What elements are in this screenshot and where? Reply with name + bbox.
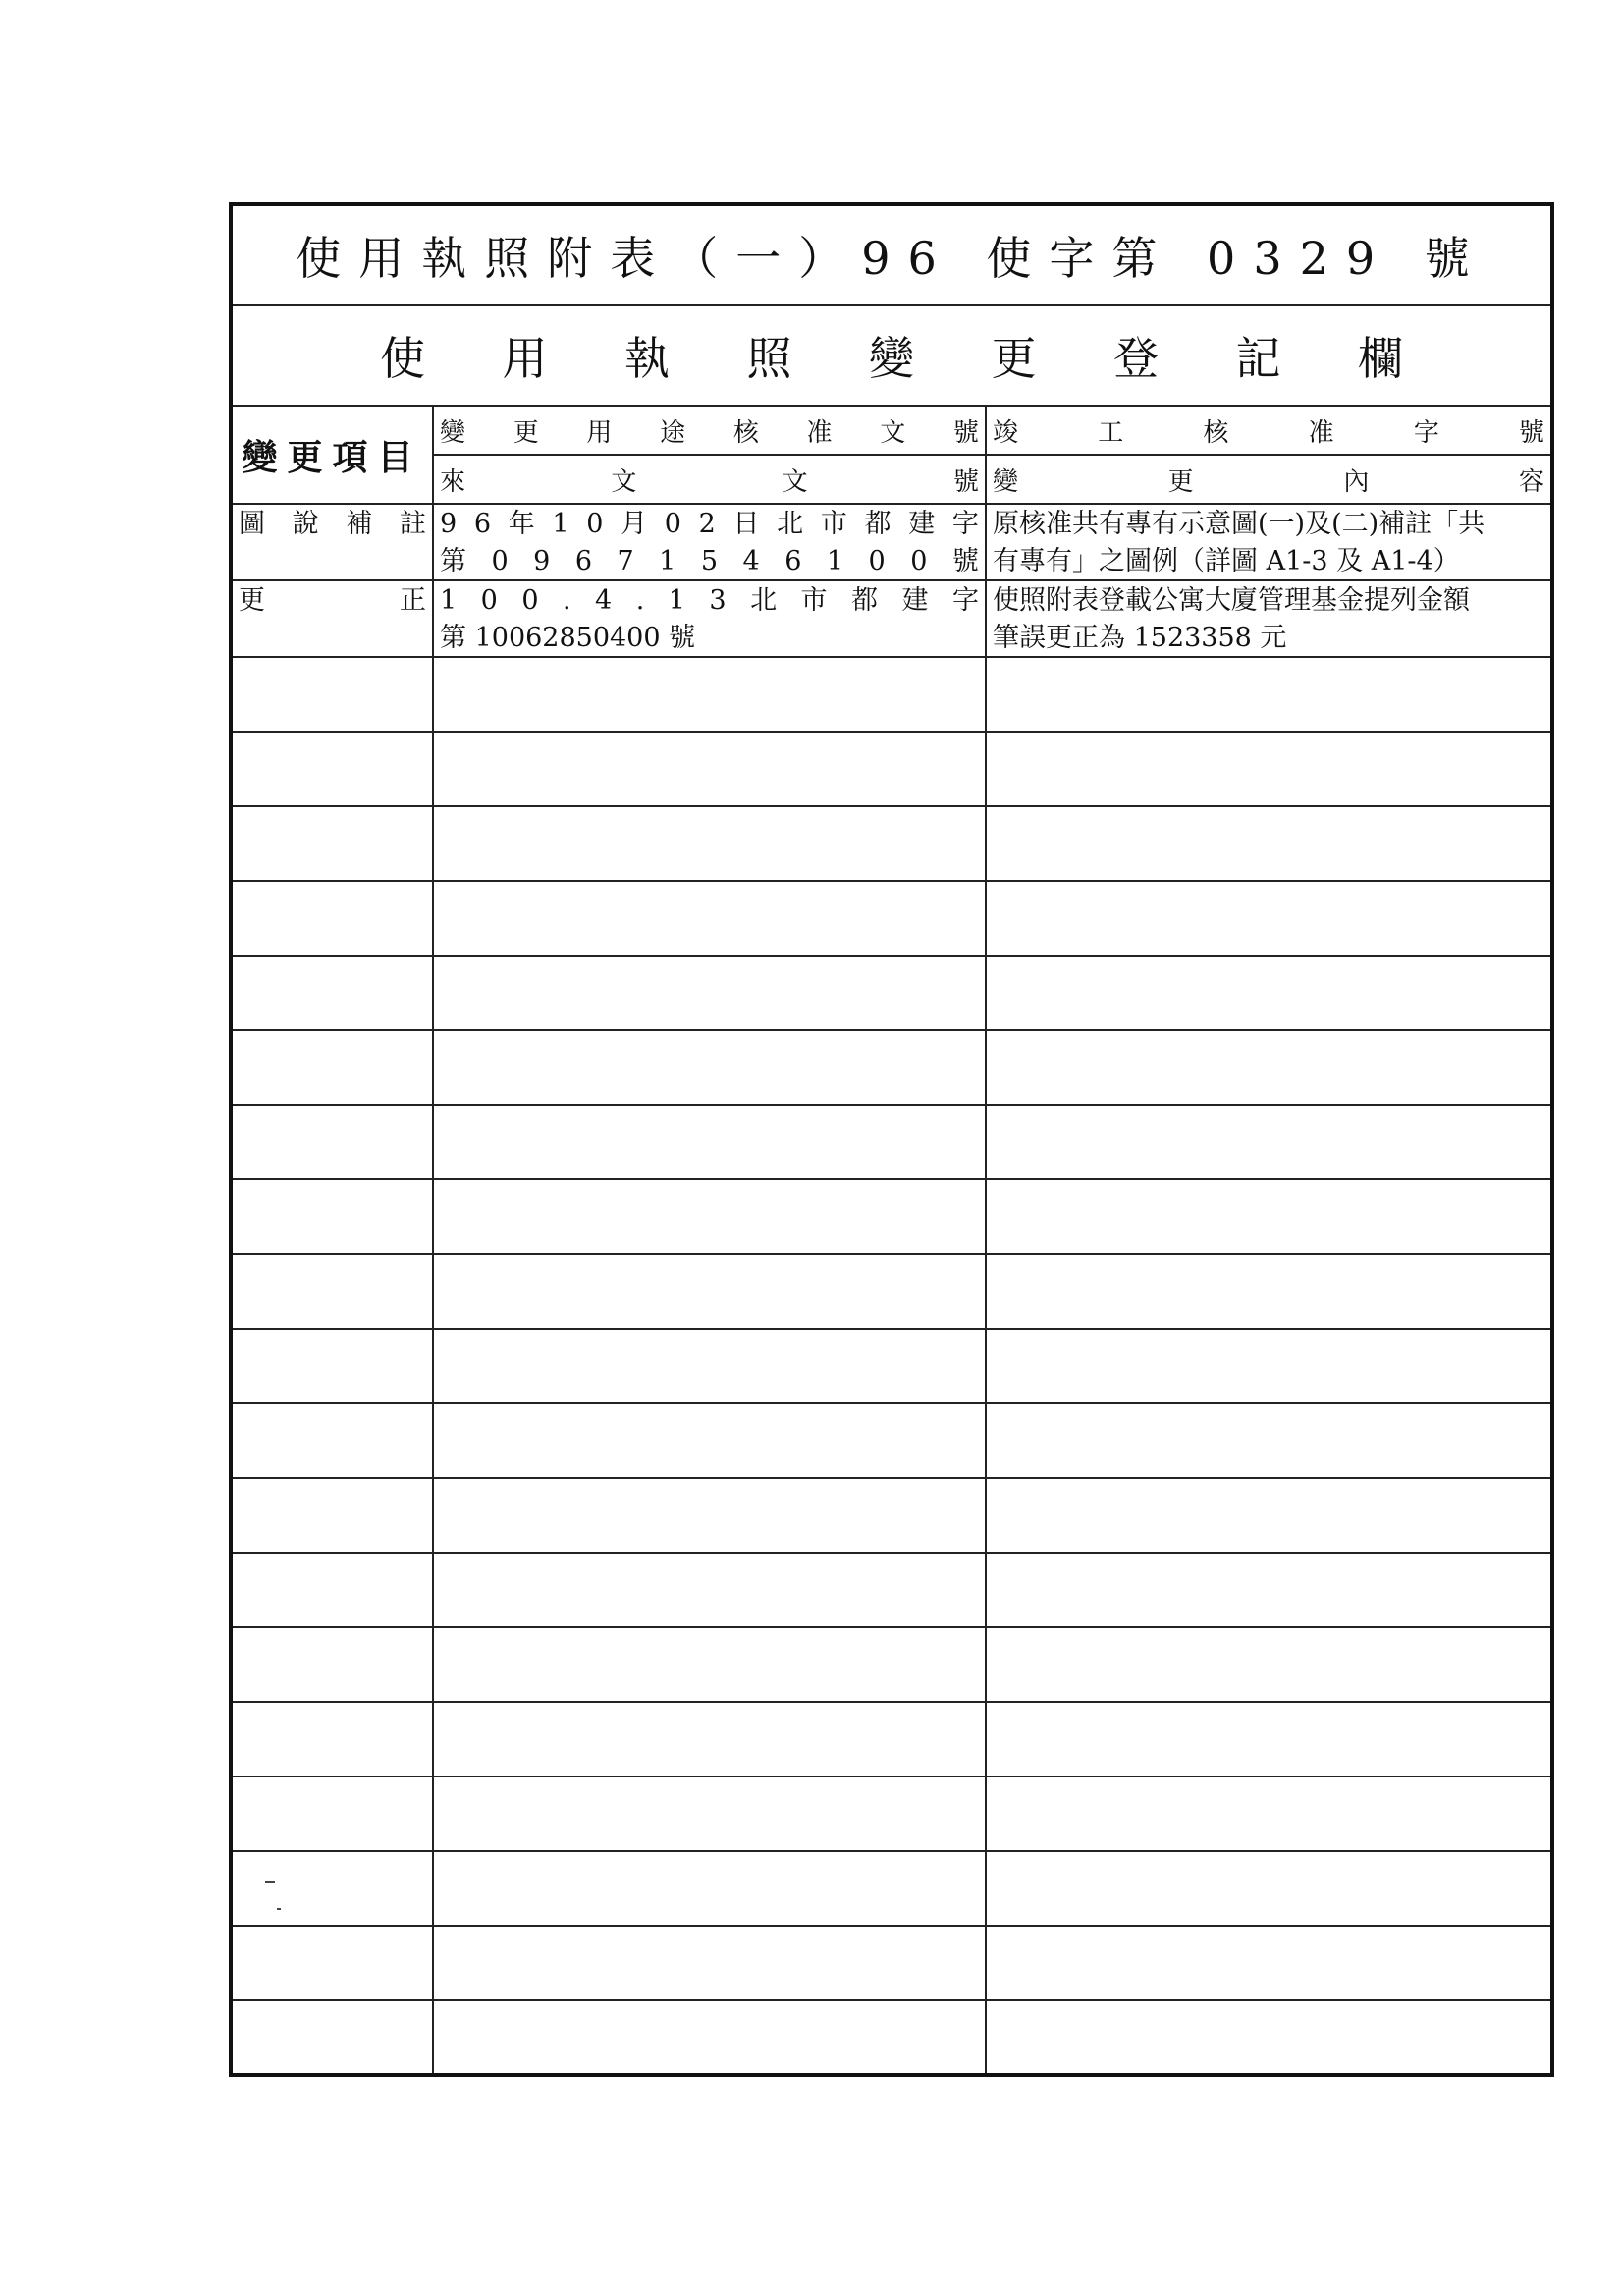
form-char: . xyxy=(635,585,645,616)
form-char: 號 xyxy=(1519,417,1545,448)
row-item-cell xyxy=(231,1851,433,1926)
form-char: 文 xyxy=(782,466,808,497)
empty-row xyxy=(231,1403,1552,1478)
form-char: 6 xyxy=(473,509,492,539)
form-char: 4 xyxy=(595,585,613,616)
form-char: 建 xyxy=(901,585,929,616)
row-item-cell xyxy=(231,1627,433,1702)
spread-text xyxy=(434,462,985,498)
spread-text xyxy=(434,581,985,619)
form-char: 核 xyxy=(1203,417,1229,448)
row-content-cell xyxy=(986,2000,1552,2075)
row-doc-cell xyxy=(433,1478,986,1553)
form-char: 號 xyxy=(952,466,979,497)
row-doc-cell xyxy=(433,657,986,732)
form-char: 日 xyxy=(732,509,760,539)
form-char: 都 xyxy=(864,509,892,539)
form-char: 照 xyxy=(746,332,792,385)
empty-row xyxy=(231,1553,1552,1627)
row-item-cell xyxy=(231,1254,433,1329)
scan-mark xyxy=(277,1908,281,1910)
form-char: 0 xyxy=(480,585,498,616)
form-char: 3 xyxy=(709,585,727,616)
form-char: 7 xyxy=(617,546,634,576)
form-char: 0 xyxy=(586,509,604,539)
form-char: 補 xyxy=(346,509,373,539)
document-title: 使用執照附表（一）96 使字第 0329 號 xyxy=(231,204,1552,305)
form-char: 市 xyxy=(800,585,828,616)
form-char: 更 xyxy=(1167,466,1194,497)
form-char: 建 xyxy=(908,509,936,539)
row-content-cell xyxy=(986,1777,1552,1851)
row-doc-cell xyxy=(433,2000,986,2075)
empty-row xyxy=(231,1777,1552,1851)
row-content-cell xyxy=(986,1702,1552,1777)
form-char: 用 xyxy=(502,332,548,385)
row-doc-cell xyxy=(433,1851,986,1926)
form-char: 途 xyxy=(660,417,686,448)
row-item-cell xyxy=(231,2000,433,2075)
header-change-item: 變更項目 xyxy=(231,406,433,504)
row-item-cell xyxy=(231,657,433,732)
empty-row xyxy=(231,1105,1552,1179)
row-content-cell xyxy=(986,1851,1552,1926)
form-char: 記 xyxy=(1235,332,1281,385)
form-char: 用 xyxy=(586,417,613,448)
row-doc-cell xyxy=(433,1777,986,1851)
form-char: 變 xyxy=(869,332,914,385)
form-char: 市 xyxy=(820,509,847,539)
row-item-cell xyxy=(231,1329,433,1403)
form-char: 來 xyxy=(440,466,466,497)
registration-form-table xyxy=(229,202,1554,2077)
spread-text xyxy=(434,542,985,579)
row-doc-cell xyxy=(433,956,986,1030)
form-char: 1 xyxy=(659,546,676,576)
form-char: 第 xyxy=(440,546,466,576)
form-char: 准 xyxy=(806,417,833,448)
row-item-cell xyxy=(231,1702,433,1777)
form-char: 0 xyxy=(868,546,886,576)
empty-row xyxy=(231,1329,1552,1403)
row-content-cell xyxy=(986,1329,1552,1403)
form-char: 核 xyxy=(732,417,759,448)
header-incoming-doc xyxy=(433,455,986,504)
form-char: 都 xyxy=(851,585,878,616)
row-content-cell xyxy=(986,732,1552,806)
empty-row xyxy=(231,881,1552,956)
row-item-cell xyxy=(231,956,433,1030)
row-content-cell xyxy=(986,806,1552,881)
form-char: 使 xyxy=(380,332,425,385)
row-doc-cell xyxy=(433,806,986,881)
form-char: 5 xyxy=(700,546,719,576)
empty-row xyxy=(231,1702,1552,1777)
row-content-cell xyxy=(986,1179,1552,1254)
form-char: 4 xyxy=(742,546,760,576)
form-char: 登 xyxy=(1113,332,1159,385)
form-char: 1 xyxy=(826,546,844,576)
form-char: 9 xyxy=(440,509,458,539)
empty-row xyxy=(231,1851,1552,1926)
row-item-cell xyxy=(231,1553,433,1627)
form-char: 6 xyxy=(574,546,593,576)
row-doc-no xyxy=(433,504,986,580)
form-char: 正 xyxy=(400,585,426,616)
form-char: 月 xyxy=(621,509,648,539)
spread-text xyxy=(233,505,432,542)
spread-text xyxy=(233,581,432,619)
form-char: 准 xyxy=(1308,417,1334,448)
row-item-cell xyxy=(231,1030,433,1105)
form-char: 1 xyxy=(440,585,458,616)
row-doc-cell xyxy=(433,881,986,956)
form-char: 竣 xyxy=(993,417,1019,448)
row-content-cell xyxy=(986,1105,1552,1179)
empty-row xyxy=(231,956,1552,1030)
form-char: 字 xyxy=(951,509,979,539)
form-char: 0 xyxy=(521,585,539,616)
row-doc-cell xyxy=(433,1926,986,2000)
form-char: 執 xyxy=(624,332,670,385)
form-char: 更 xyxy=(513,417,539,448)
form-char: 6 xyxy=(784,546,802,576)
section-title-text xyxy=(233,323,1550,388)
spread-text xyxy=(434,412,985,449)
row-content-cell xyxy=(986,1553,1552,1627)
scan-mark xyxy=(265,1881,275,1883)
row-content-cell xyxy=(986,657,1552,732)
form-char: 工 xyxy=(1098,417,1124,448)
row-doc-cell xyxy=(433,1329,986,1403)
row-content-cell xyxy=(986,1926,1552,2000)
empty-row xyxy=(231,1030,1552,1105)
header-approval-no xyxy=(433,406,986,455)
empty-row xyxy=(231,1926,1552,2000)
form-char: 圖 xyxy=(239,509,265,539)
row-content-cell xyxy=(986,881,1552,956)
form-char: 文 xyxy=(880,417,906,448)
row-item-cell xyxy=(231,1105,433,1179)
empty-row xyxy=(231,657,1552,732)
row-item-cell xyxy=(231,732,433,806)
form-char: 更 xyxy=(239,585,265,616)
form-char: 年 xyxy=(508,509,535,539)
spread-text xyxy=(434,505,985,542)
empty-row xyxy=(231,732,1552,806)
empty-row xyxy=(231,806,1552,881)
row-content: 原核准共有專有示意圖(一)及(二)補註「共 有專有」之圖例（詳圖 A1-3 及 A1-4） xyxy=(986,504,1552,580)
empty-row xyxy=(231,1179,1552,1254)
row-content-cell xyxy=(986,1403,1552,1478)
row-doc-cell xyxy=(433,1030,986,1105)
form-char: 9 xyxy=(533,546,551,576)
row-doc-cell xyxy=(433,1403,986,1478)
form-char: 2 xyxy=(698,509,716,539)
form-char: 容 xyxy=(1519,466,1545,497)
spread-text xyxy=(987,412,1550,449)
row-doc-cell xyxy=(433,1702,986,1777)
form-char: 號 xyxy=(952,417,979,448)
table-row xyxy=(231,580,1552,657)
row-item-cell xyxy=(231,1777,433,1851)
form-char: 1 xyxy=(552,509,569,539)
form-char: 0 xyxy=(491,546,509,576)
spread-text xyxy=(987,462,1550,498)
empty-row xyxy=(231,2000,1552,2075)
table-row xyxy=(231,504,1552,580)
row-item-cell xyxy=(231,1179,433,1254)
row-doc-cell xyxy=(433,1553,986,1627)
empty-row xyxy=(231,1254,1552,1329)
form-char: 0 xyxy=(664,509,681,539)
header-completion-no xyxy=(986,406,1552,455)
form-char: 字 xyxy=(951,585,979,616)
row-item-cell xyxy=(231,1478,433,1553)
form-char: 字 xyxy=(1413,417,1439,448)
row-item-cell xyxy=(231,806,433,881)
row-doc-cell xyxy=(433,732,986,806)
form-char: 文 xyxy=(611,466,637,497)
form-char: 變 xyxy=(440,417,466,448)
form-char: 說 xyxy=(292,509,319,539)
row-doc-cell xyxy=(433,1179,986,1254)
form-char: . xyxy=(562,585,571,616)
empty-row xyxy=(231,1627,1552,1702)
row-doc-cell xyxy=(433,1627,986,1702)
row-content-cell xyxy=(986,1030,1552,1105)
form-char: 更 xyxy=(991,332,1037,385)
form-char: 號 xyxy=(951,546,979,576)
row-item-cell xyxy=(231,881,433,956)
form-char: 變 xyxy=(993,466,1019,497)
row-content-cell xyxy=(986,956,1552,1030)
form-char: 0 xyxy=(910,546,928,576)
row-doc-cell xyxy=(433,1105,986,1179)
form-char: 欄 xyxy=(1358,332,1403,385)
row-content-cell xyxy=(986,1254,1552,1329)
row-doc-no: 1 0 0 . 4 . 1 3 北 市 都 建 字 第 10062850400 號 xyxy=(433,580,986,657)
row-doc-cell xyxy=(433,1254,986,1329)
row-content: 使照附表登載公寓大廈管理基金提列金額 筆誤更正為 1523358 元 xyxy=(986,580,1552,657)
row-content-cell xyxy=(986,1627,1552,1702)
section-title xyxy=(231,305,1552,406)
form-char: 北 xyxy=(750,585,778,616)
row-item xyxy=(231,580,433,657)
header-change-content xyxy=(986,455,1552,504)
empty-row xyxy=(231,1478,1552,1553)
row-item-cell xyxy=(231,1403,433,1478)
form-char: 註 xyxy=(399,509,426,539)
row-item xyxy=(231,504,433,580)
form-char: 1 xyxy=(668,585,685,616)
row-content-cell xyxy=(986,1478,1552,1553)
row-item-cell xyxy=(231,1926,433,2000)
form-char: 北 xyxy=(777,509,804,539)
form-char: 內 xyxy=(1343,466,1370,497)
